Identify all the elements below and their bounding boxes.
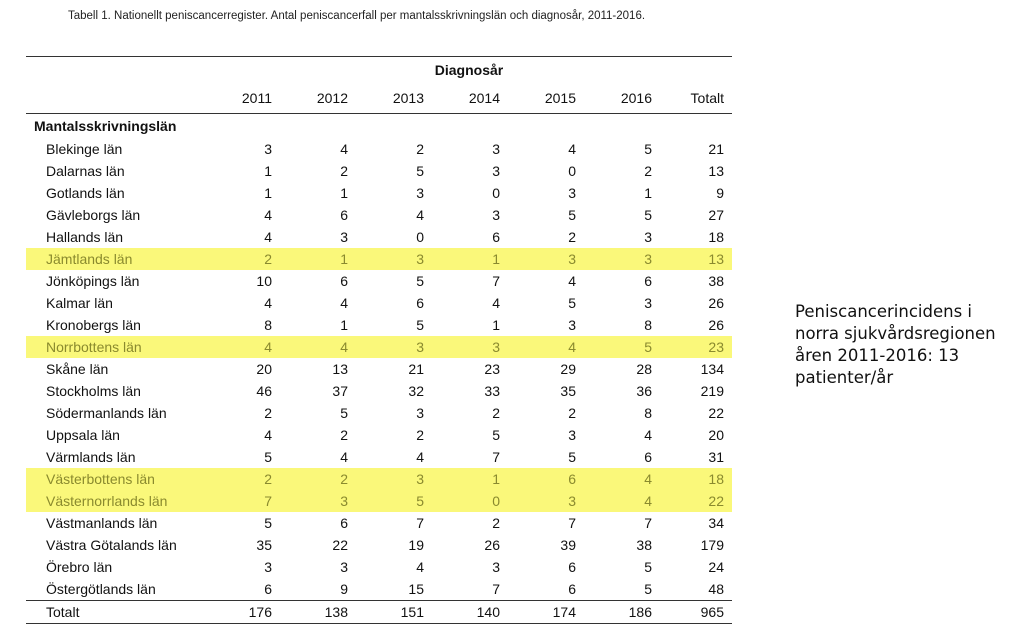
table-cell: 20 (708, 427, 724, 443)
table-cell: 4 (340, 141, 348, 157)
table-cell: 5 (340, 405, 348, 421)
table-cell: 3 (584, 248, 660, 270)
table-cell: 965 (700, 604, 724, 620)
county-name: Västerbottens län (26, 468, 206, 490)
table-cell: 1 (280, 248, 356, 270)
table-cell: 5 (264, 515, 272, 531)
table-row (26, 380, 732, 402)
table-cell: 19 (408, 537, 424, 553)
table-cell: 31 (708, 449, 724, 465)
table-cell: 4 (492, 295, 500, 311)
incidence-note: Peniscancerincidens i norra sjukvårdsregionen åren 2011-2016: 13 patienter/år (795, 302, 996, 387)
table-cell: 3 (416, 185, 424, 201)
table-cell: 38 (708, 273, 724, 289)
table-cell: 26 (484, 537, 500, 553)
table-cell: 186 (628, 604, 652, 620)
table-cell: 8 (644, 405, 652, 421)
table-cell: 1 (432, 468, 508, 490)
county-name: Västmanlands län (46, 515, 158, 531)
table-row (26, 248, 732, 270)
table-cell: 8 (264, 317, 272, 333)
table-cell: 29 (560, 361, 576, 377)
table-cell: 2 (568, 405, 576, 421)
county-name: Norrbottens län (26, 336, 206, 358)
table-cell: 1 (340, 185, 348, 201)
table-cell: 13 (660, 248, 732, 270)
table-cell: 3 (568, 317, 576, 333)
table-cell: 5 (568, 449, 576, 465)
table-row (26, 138, 732, 160)
county-name: Uppsala län (46, 427, 120, 443)
table-cell: 2 (492, 405, 500, 421)
table-cell: 4 (568, 141, 576, 157)
table-cell: 3 (340, 229, 348, 245)
column-header: 2011 (241, 90, 272, 106)
table-cell: 34 (708, 515, 724, 531)
table-cell: 7 (416, 515, 424, 531)
table-cell: 18 (708, 229, 724, 245)
table-row (26, 336, 732, 358)
table-cell: 3 (568, 185, 576, 201)
county-name: Kalmar län (46, 295, 113, 311)
table-cell: 4 (280, 336, 356, 358)
table-row (26, 226, 732, 248)
column-header: 2012 (316, 90, 348, 106)
table-cell: 1 (264, 185, 272, 201)
table-cell: 21 (708, 141, 724, 157)
county-name: Stockholms län (46, 383, 141, 399)
county-name: Hallands län (46, 229, 124, 245)
county-name: Södermanlands län (46, 405, 167, 421)
table-row (26, 468, 732, 490)
column-header: Totalt (690, 90, 724, 106)
table-cell: 2 (568, 229, 576, 245)
county-name: Östergötlands län (46, 581, 156, 597)
table-cell: 22 (708, 405, 724, 421)
county-name: Värmlands län (46, 449, 136, 465)
table-cell: 6 (264, 581, 272, 597)
county-name: Totalt (46, 604, 80, 620)
table-cell: 1 (492, 317, 500, 333)
table-row (26, 160, 732, 182)
table-row (26, 292, 732, 314)
year-header-row (26, 83, 732, 114)
table-cell: 4 (644, 427, 652, 443)
table-cell: 174 (552, 604, 576, 620)
table-cell: 18 (660, 468, 732, 490)
table-cell: 28 (636, 361, 652, 377)
table-cell: 3 (492, 207, 500, 223)
table-cell: 3 (264, 559, 272, 575)
table-cell: 7 (492, 273, 500, 289)
county-name: Örebro län (46, 559, 113, 575)
table-cell: 3 (508, 248, 584, 270)
table-cell: 3 (644, 295, 652, 311)
table-cell: 3 (492, 141, 500, 157)
table-cell: 5 (492, 427, 500, 443)
table-cell: 13 (708, 163, 724, 179)
table-row (26, 314, 732, 336)
table-cell: 4 (584, 490, 660, 512)
county-name: Jämtlands län (26, 248, 206, 270)
table-cell: 9 (340, 581, 348, 597)
table-cell: 26 (708, 295, 724, 311)
table-cell: 36 (636, 383, 652, 399)
table-cell: 138 (324, 604, 348, 620)
county-name: Gävleborgs län (46, 207, 141, 223)
county-name: Dalarnas län (46, 163, 125, 179)
table-cell: 22 (660, 490, 732, 512)
table-row (26, 270, 732, 292)
county-name: Kronobergs län (46, 317, 141, 333)
table-cell: 6 (568, 559, 576, 575)
table-cell: 1 (264, 163, 272, 179)
table-cell: 32 (408, 383, 424, 399)
table-caption: Tabell 1. Nationellt peniscancerregister. Antal peniscancerfall per mantalsskrivningslän och diagnosår, 2011-2016. (68, 10, 646, 22)
table-cell: 179 (700, 537, 724, 553)
row-group-label: Mantalsskrivningslän (34, 118, 177, 134)
table-cell: 7 (492, 449, 500, 465)
table-cell: 6 (492, 229, 500, 245)
table-cell: 4 (416, 449, 424, 465)
table-cell: 35 (256, 537, 272, 553)
table-row (26, 446, 732, 468)
table-cell: 7 (206, 490, 280, 512)
table-cell: 3 (432, 336, 508, 358)
table-cell: 13 (332, 361, 348, 377)
table-cell: 37 (332, 383, 348, 399)
table-cell: 5 (356, 490, 432, 512)
table-cell: 4 (264, 295, 272, 311)
table-cell: 38 (636, 537, 652, 553)
table-cell: 219 (700, 383, 724, 399)
table-cell: 4 (416, 559, 424, 575)
table-cell: 0 (492, 185, 500, 201)
table-cell: 3 (340, 559, 348, 575)
column-header: 2013 (392, 90, 424, 106)
table-cell: 33 (484, 383, 500, 399)
table-cell: 5 (416, 273, 424, 289)
table-cell: 2 (206, 468, 280, 490)
table-cell: 6 (340, 207, 348, 223)
table-cell: 4 (340, 449, 348, 465)
table-cell: 48 (708, 581, 724, 597)
county-name: Västra Götalands län (46, 537, 177, 553)
table-cell: 5 (568, 207, 576, 223)
table-cell: 8 (644, 317, 652, 333)
table-row (26, 556, 732, 578)
table-cell: 134 (700, 361, 724, 377)
table-cell: 7 (492, 581, 500, 597)
table-cell: 15 (408, 581, 424, 597)
table-cell: 0 (432, 490, 508, 512)
table-cell: 2 (264, 405, 272, 421)
table-cell: 5 (644, 559, 652, 575)
table-cell: 7 (644, 515, 652, 531)
table-cell: 4 (264, 427, 272, 443)
table-cell: 2 (340, 163, 348, 179)
table-cell: 22 (332, 537, 348, 553)
table-cell: 3 (264, 141, 272, 157)
table-cell: 26 (708, 317, 724, 333)
table-cell: 3 (356, 468, 432, 490)
table-cell: 140 (476, 604, 500, 620)
table-row (26, 204, 732, 226)
table-cell: 5 (644, 207, 652, 223)
table-cell: 3 (492, 559, 500, 575)
table-cell: 5 (568, 295, 576, 311)
table-cell: 4 (508, 336, 584, 358)
table-cell: 1 (644, 185, 652, 201)
table-row (26, 490, 732, 512)
group-header-row (26, 57, 732, 84)
table-cell: 6 (644, 273, 652, 289)
table-cell: 7 (568, 515, 576, 531)
table-row (26, 182, 732, 204)
county-name: Jönköpings län (46, 273, 140, 289)
total-row (26, 601, 732, 624)
table-cell: 2 (416, 427, 424, 443)
column-header: 2014 (468, 90, 500, 106)
table-cell: 4 (340, 295, 348, 311)
table-cell: 3 (280, 490, 356, 512)
table-cell: 176 (248, 604, 272, 620)
table-cell: 2 (280, 468, 356, 490)
table-row (26, 512, 732, 534)
table-cell: 5 (416, 163, 424, 179)
row-group-label-row (26, 114, 732, 139)
table-cell: 0 (568, 163, 576, 179)
table-cell: 6 (644, 449, 652, 465)
county-name: Skåne län (46, 361, 109, 377)
table-row (26, 358, 732, 380)
table-cell: 4 (568, 273, 576, 289)
table-cell: 3 (492, 163, 500, 179)
table-cell: 6 (340, 273, 348, 289)
table-cell: 3 (356, 336, 432, 358)
table-cell: 6 (416, 295, 424, 311)
table-cell: 3 (644, 229, 652, 245)
table-cell: 5 (644, 141, 652, 157)
table-cell: 46 (256, 383, 272, 399)
table-cell: 2 (340, 427, 348, 443)
table-row (26, 424, 732, 446)
column-header: 2015 (544, 90, 576, 106)
table-cell: 4 (264, 207, 272, 223)
table-cell: 2 (206, 248, 280, 270)
table-cell: 9 (716, 185, 724, 201)
table-cell: 24 (708, 559, 724, 575)
table-cell: 27 (708, 207, 724, 223)
table-cell: 0 (416, 229, 424, 245)
table-cell: 2 (416, 141, 424, 157)
table-cell: 4 (584, 468, 660, 490)
county-name: Gotlands län (46, 185, 125, 201)
table-row (26, 578, 732, 601)
incidence-table (26, 56, 732, 624)
table-cell: 3 (568, 427, 576, 443)
table-cell: 5 (416, 317, 424, 333)
table-cell: 5 (584, 336, 660, 358)
table-cell: 3 (416, 405, 424, 421)
table-cell: 6 (508, 468, 584, 490)
county-name: Blekinge län (46, 141, 123, 157)
table-cell: 20 (256, 361, 272, 377)
table-cell: 4 (206, 336, 280, 358)
table-cell: 151 (400, 604, 424, 620)
table-cell: 1 (432, 248, 508, 270)
county-name: Västernorrlands län (26, 490, 206, 512)
table-cell: 10 (256, 273, 272, 289)
table-cell: 2 (492, 515, 500, 531)
table-cell: 23 (660, 336, 732, 358)
table-cell: 1 (340, 317, 348, 333)
table-cell: 6 (568, 581, 576, 597)
table-cell: 2 (644, 163, 652, 179)
table-cell: 3 (508, 490, 584, 512)
table-cell: 4 (264, 229, 272, 245)
diagnosis-year-header: Diagnosår (434, 62, 504, 78)
table-row (26, 534, 732, 556)
table-cell: 39 (560, 537, 576, 553)
table-cell: 3 (356, 248, 432, 270)
table-cell: 23 (484, 361, 500, 377)
table-cell: 5 (644, 581, 652, 597)
table-cell: 35 (560, 383, 576, 399)
column-header: 2016 (620, 90, 652, 106)
table-cell: 5 (264, 449, 272, 465)
table-cell: 6 (340, 515, 348, 531)
table-row (26, 402, 732, 424)
table-cell: 4 (416, 207, 424, 223)
table-cell: 21 (408, 361, 424, 377)
